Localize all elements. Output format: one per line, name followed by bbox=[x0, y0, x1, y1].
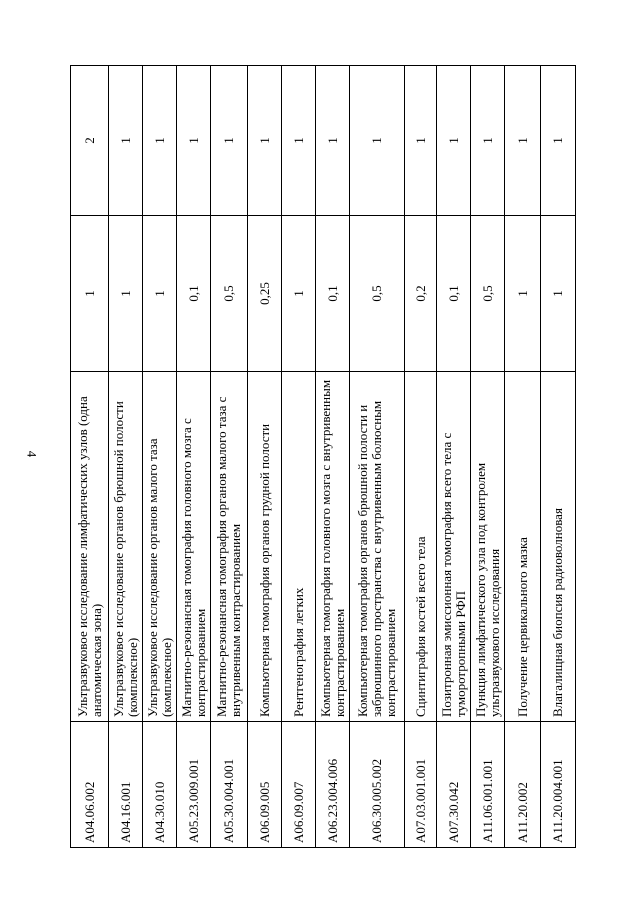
services-table bbox=[70, 65, 576, 848]
frequency-value: 0,1 bbox=[316, 216, 350, 372]
service-code: A04.30.010 bbox=[143, 722, 177, 848]
multiplicity-value: 1 bbox=[316, 66, 350, 216]
service-name: Пункция лимфатического узла под контролем ультразвукового исследования bbox=[471, 372, 505, 722]
table-row bbox=[471, 66, 505, 848]
service-name: Магнитно-резонансная томография головного мозга с контрастированием bbox=[177, 372, 211, 722]
multiplicity-value: 1 bbox=[505, 66, 541, 216]
service-name: Позитронная эмиссионная томография всего тела с туморотропными РФП bbox=[437, 372, 471, 722]
multiplicity-value: 1 bbox=[143, 66, 177, 216]
service-name: Рентгенография легких bbox=[282, 372, 316, 722]
service-name: Компьютерная томография органов брюшной полости и забрюшинного пространства с внутривенным болюсным контрастированием bbox=[350, 372, 405, 722]
table-row bbox=[109, 66, 143, 848]
service-name: Ультразвуковое исследование органов брюшной полости (комплексное) bbox=[109, 372, 143, 722]
frequency-value: 1 bbox=[541, 216, 576, 372]
table-row bbox=[177, 66, 211, 848]
service-code: A05.30.004.001 bbox=[211, 722, 248, 848]
service-code: A07.30.042 bbox=[437, 722, 471, 848]
service-name: Получение цервикального мазка bbox=[505, 372, 541, 722]
service-code: A05.23.009.001 bbox=[177, 722, 211, 848]
service-code: A11.06.001.001 bbox=[471, 722, 505, 848]
frequency-value: 1 bbox=[505, 216, 541, 372]
table-row bbox=[350, 66, 405, 848]
service-name: Ультразвуковое исследование лимфатических узлов (одна анатомическая зона) bbox=[71, 372, 109, 722]
service-code: A11.20.002 bbox=[505, 722, 541, 848]
frequency-value: 1 bbox=[109, 216, 143, 372]
frequency-value: 0,1 bbox=[437, 216, 471, 372]
table-row bbox=[211, 66, 248, 848]
frequency-value: 0,5 bbox=[211, 216, 248, 372]
frequency-value: 0,25 bbox=[248, 216, 282, 372]
rotated-table-container bbox=[70, 66, 575, 848]
multiplicity-value: 1 bbox=[282, 66, 316, 216]
frequency-value: 1 bbox=[282, 216, 316, 372]
multiplicity-value: 1 bbox=[109, 66, 143, 216]
services-table-wrapper bbox=[70, 66, 575, 848]
service-code: A04.16.001 bbox=[109, 722, 143, 848]
frequency-value: 0,2 bbox=[405, 216, 437, 372]
multiplicity-value: 1 bbox=[471, 66, 505, 216]
multiplicity-value: 1 bbox=[211, 66, 248, 216]
table-row bbox=[316, 66, 350, 848]
service-name: Ультразвуковое исследование органов малого таза (комплексное) bbox=[143, 372, 177, 722]
service-code: A11.20.004.001 bbox=[541, 722, 576, 848]
multiplicity-value: 1 bbox=[405, 66, 437, 216]
service-name: Компьютерная томография головного мозга с внутривенным контрастированием bbox=[316, 372, 350, 722]
frequency-value: 0,5 bbox=[350, 216, 405, 372]
frequency-value: 0,1 bbox=[177, 216, 211, 372]
service-code: A06.09.007 bbox=[282, 722, 316, 848]
frequency-value: 1 bbox=[143, 216, 177, 372]
service-name: Магнитно-резонансная томография органов малого таза с внутривенным контрастированием bbox=[211, 372, 248, 722]
page-number: 4 bbox=[24, 450, 40, 458]
table-row bbox=[248, 66, 282, 848]
service-name: Сцинтиграфия костей всего тела bbox=[405, 372, 437, 722]
multiplicity-value: 1 bbox=[437, 66, 471, 216]
table-row bbox=[143, 66, 177, 848]
service-code: A04.06.002 bbox=[71, 722, 109, 848]
table-row bbox=[541, 66, 576, 848]
frequency-value: 0,5 bbox=[471, 216, 505, 372]
service-name: Компьютерная томография органов грудной полости bbox=[248, 372, 282, 722]
multiplicity-value: 1 bbox=[248, 66, 282, 216]
service-code: A06.30.005.002 bbox=[350, 722, 405, 848]
multiplicity-value: 2 bbox=[71, 66, 109, 216]
service-code: A06.09.005 bbox=[248, 722, 282, 848]
table-row bbox=[505, 66, 541, 848]
service-code: A07.03.001.001 bbox=[405, 722, 437, 848]
table-row bbox=[71, 66, 109, 848]
service-code: A06.23.004.006 bbox=[316, 722, 350, 848]
table-row bbox=[282, 66, 316, 848]
multiplicity-value: 1 bbox=[541, 66, 576, 216]
service-name: Влагалищная биопсия радиоволновая bbox=[541, 372, 576, 722]
multiplicity-value: 1 bbox=[350, 66, 405, 216]
table-row bbox=[405, 66, 437, 848]
table-row bbox=[437, 66, 471, 848]
frequency-value: 1 bbox=[71, 216, 109, 372]
multiplicity-value: 1 bbox=[177, 66, 211, 216]
